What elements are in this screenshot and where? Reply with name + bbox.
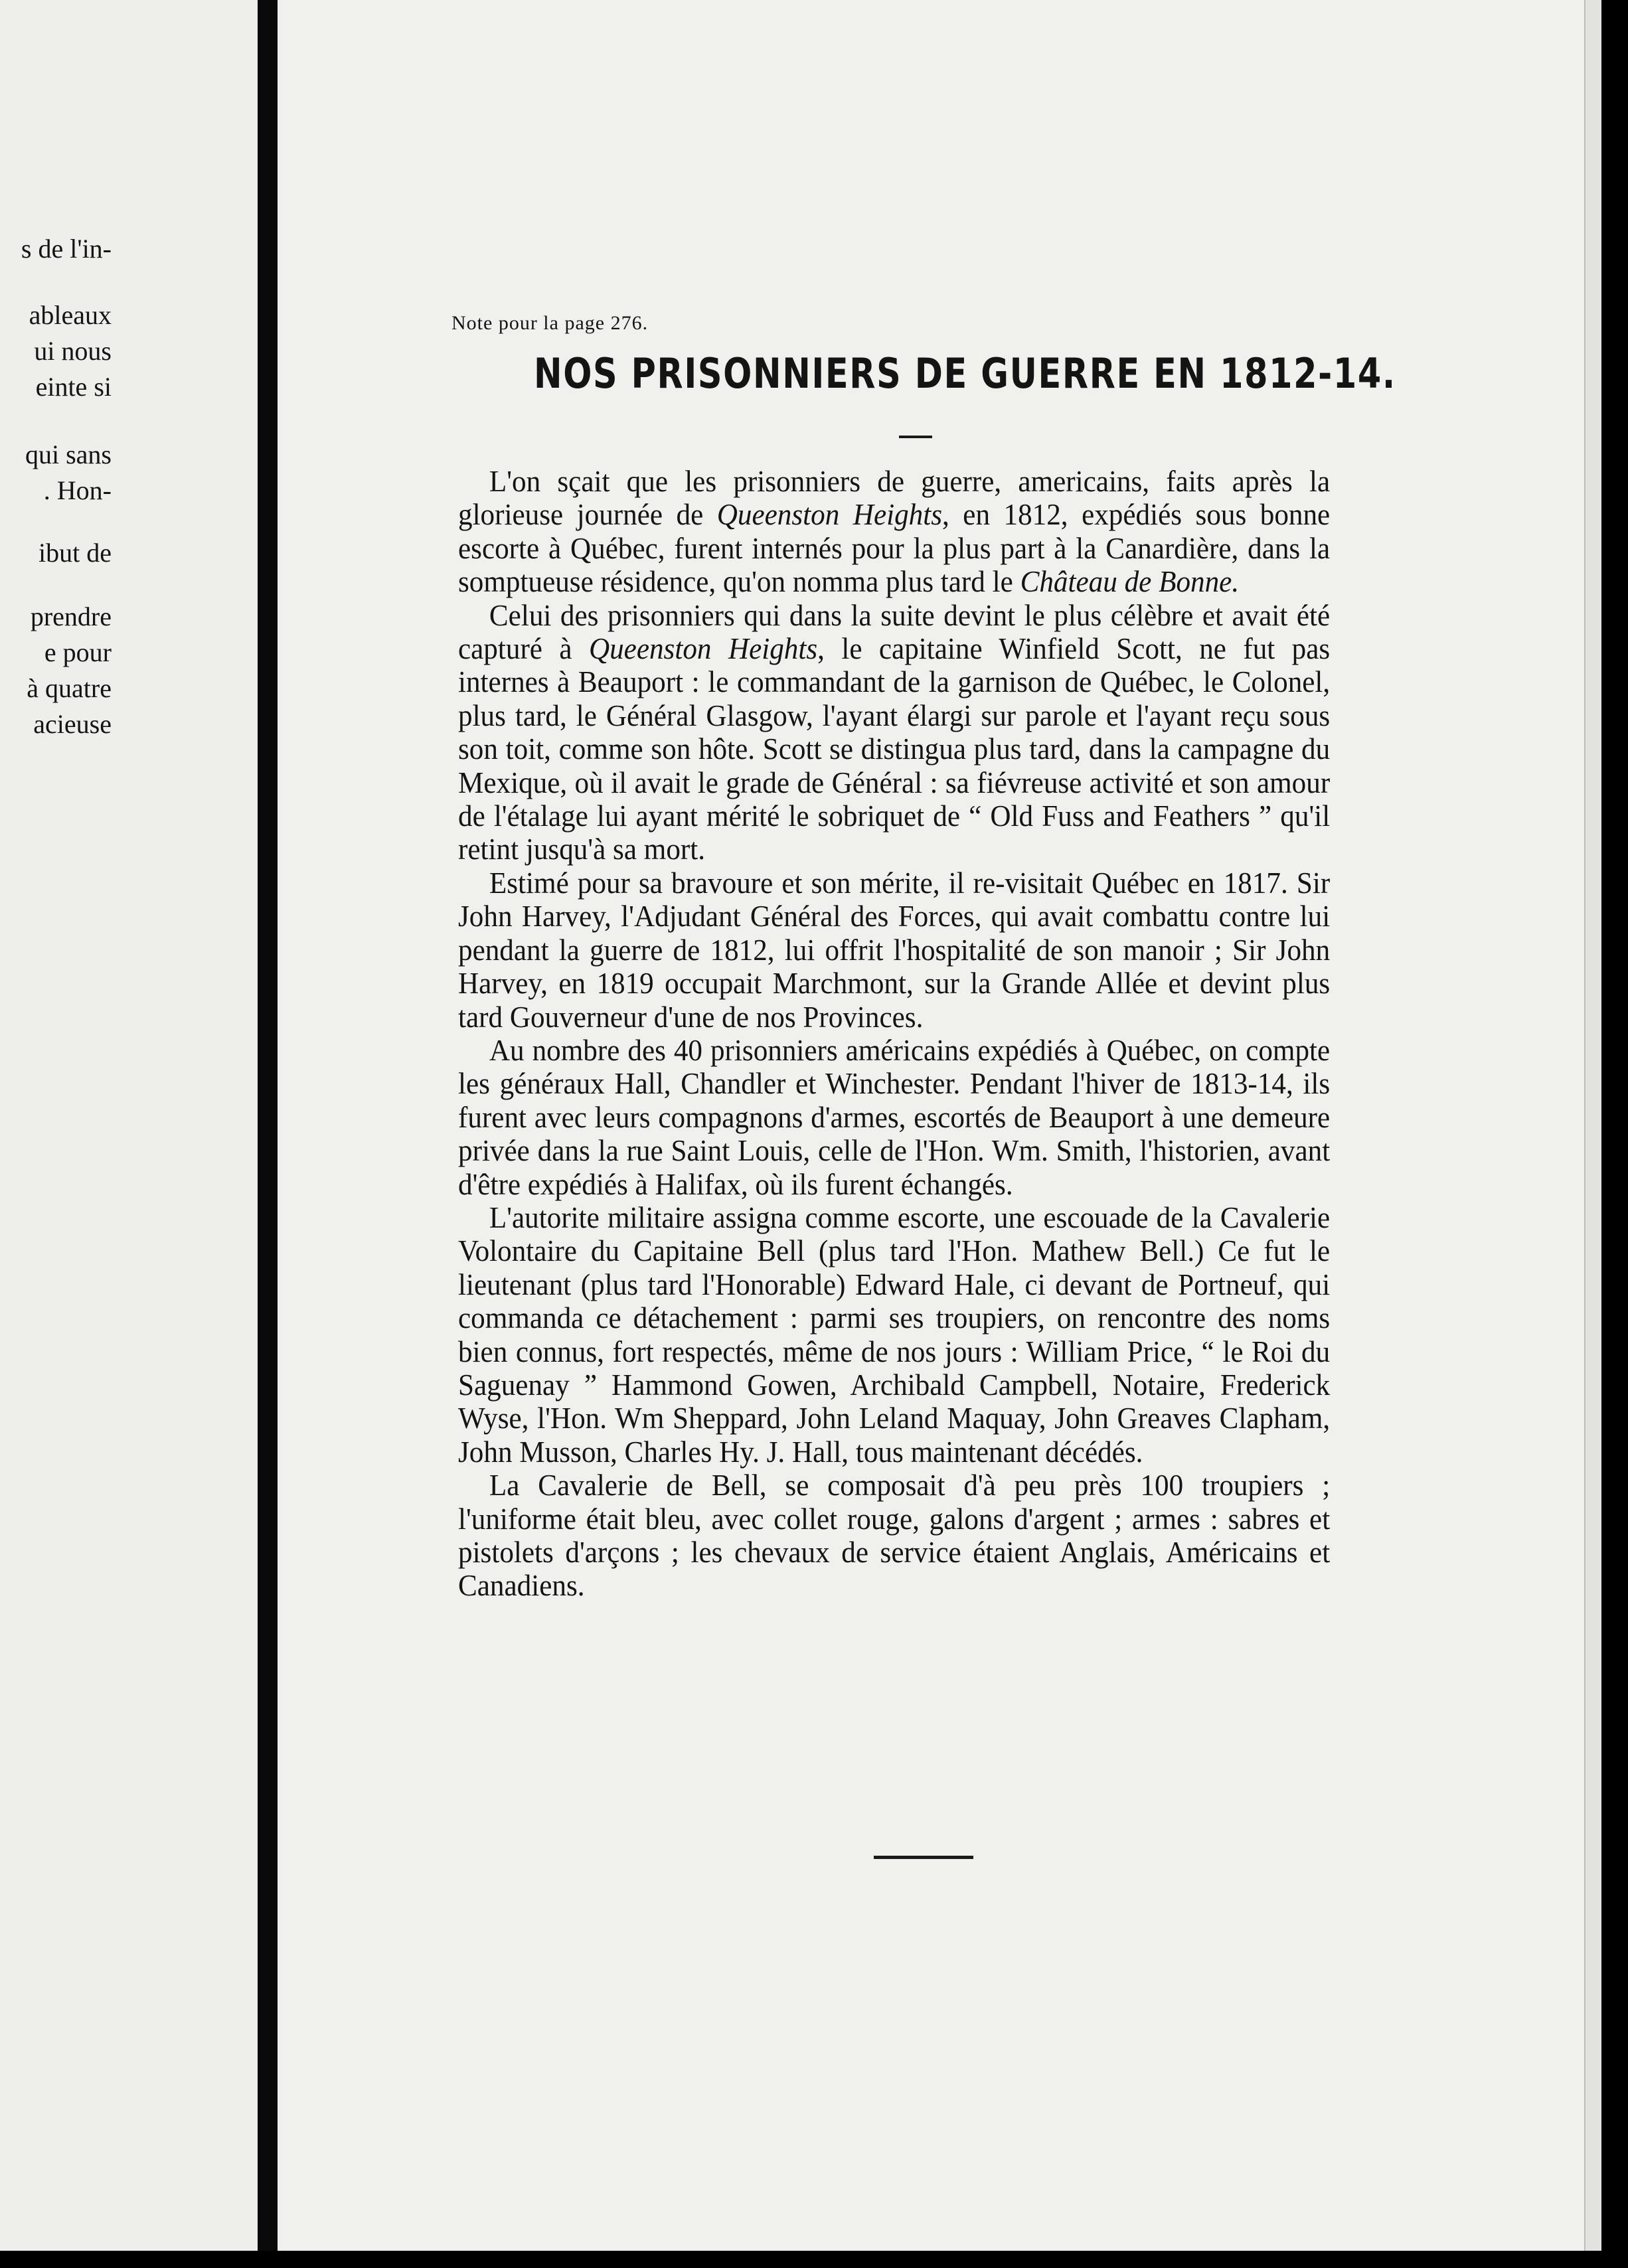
- facing-page-fragment: einte si: [35, 372, 112, 402]
- book-gutter: [258, 0, 278, 2268]
- facing-page-fragment: . Hon-: [43, 475, 112, 505]
- italic-text: Queenston Heights: [588, 631, 818, 666]
- paragraph: [458, 599, 1330, 866]
- facing-page-fragment: s de l'in-: [21, 234, 112, 264]
- facing-page-fragment: ableaux: [29, 300, 112, 330]
- paragraph: [458, 465, 1330, 599]
- facing-page-fragment: ibut de: [39, 538, 112, 568]
- text-run: Estimé pour sa bravoure et son mérite, il re-visitait Québec en 1817. Sir John Harvey, l'Adjudant Général des Forces, qui avait combattu contre lui pendant la guerre de 1812, lui offrit l'hospitalité de son manoir ; Sir John Harvey, en 1819 occupait Marchmont, sur la Grande Allée et devint plus tard Gouverneur d'une de nos Provinces.: [458, 865, 1331, 1034]
- text-run: Celui des prisonniers qui dans la suite devint le plus célèbre et avait été capturé à: [458, 598, 1331, 666]
- paragraph: [458, 1201, 1330, 1469]
- facing-page-fragment: acieuse: [33, 709, 112, 739]
- text-run: Au nombre des 40 prisonniers américains expédiés à Québec, on compte les généraux Hall, Chandler et Winchester. Pendant l'hiver de 1813-14, ils furent avec leurs compagnons d'armes, escortés de Beauport à une demeure privée dans la rue Saint Louis, celle de l'Hon. Wm. Smith, l'historien, avant d'être expédiés à Halifax, où ils furent échangés.: [458, 1032, 1331, 1201]
- page-note: Note pour la page 276.: [451, 312, 649, 334]
- facing-page-fragment: qui sans: [25, 440, 112, 469]
- text-run: , en 1812, expédiés sous bonne escorte à Québec, furent internés pour la plus part à la Canardière, dans la somptueuse résidence, qu'on nomma plus tard le: [458, 497, 1331, 599]
- italic-text: Queenston Heights: [716, 497, 943, 532]
- text-run: La Cavalerie de Bell, se composait d'à peu près 100 troupiers ; l'uniforme était bleu, avec collet rouge, galons d'argent ; armes : sabres et pistolets d'arçons ; les chevaux de service étaient Anglais, Américains et Canadiens.: [458, 1468, 1331, 1603]
- article-body: [458, 465, 1330, 1603]
- facing-page-fragment: e pour: [44, 637, 112, 667]
- paragraph: [458, 1034, 1330, 1201]
- page-title: NOS PRISONNIERS DE GUERRE EN 1812-14.: [534, 349, 1396, 398]
- end-divider: [874, 1856, 973, 1859]
- scan-border: [0, 2251, 1628, 2268]
- italic-text: Château de Bonne.: [1020, 564, 1240, 599]
- page-edge: [1584, 0, 1601, 2251]
- document-page: [278, 0, 1584, 2251]
- facing-page-fragment: à quatre: [27, 673, 112, 703]
- facing-page: [0, 0, 258, 2268]
- title-divider: [899, 436, 932, 438]
- facing-page-fragment: prendre: [30, 602, 112, 631]
- text-run: , le capitaine Winfield Scott, ne fut pas internes à Beauport : le commandant de la garnison de Québec, le Colonel, plus tard, le Général Glasgow, l'ayant élargi sur parole et l'ayant reçu sous son toit, comme son hôte. Scott se distingua plus tard, dans la campagne du Mexique, où il avait le grade de Général : sa fiévreuse activité et son amour de l'étalage lui ayant mérité le sobriquet de “ Old Fuss and Feathers ” qu'il retint jusqu'à sa mort.: [458, 631, 1331, 866]
- text-run: L'on sçait que les prisonniers de guerre, americains, faits après la glorieuse journée de: [458, 464, 1331, 532]
- paragraph: [458, 1469, 1330, 1603]
- facing-page-fragment: ui nous: [34, 336, 112, 366]
- text-run: L'autorite militaire assigna comme escorte, une escouade de la Cavalerie Volontaire du Capitaine Bell (plus tard l'Hon. Mathew Bell.) Ce fut le lieutenant (plus tard l'Honorable) Edward Hale, ci devant de Portneuf, qui commanda ce détachement : parmi ses troupiers, on rencontre des noms bien connus, fort respectés, même de nos jours : William Price, “ le Roi du Saguenay ” Hammond Gowen, Archibald Campbell, Notaire, Frederick Wyse, l'Hon. Wm Sheppard, John Leland Maquay, John Greaves Clapham, John Musson, Charles Hy. J. Hall, tous maintenant décédés.: [458, 1200, 1331, 1469]
- paragraph: [458, 866, 1330, 1034]
